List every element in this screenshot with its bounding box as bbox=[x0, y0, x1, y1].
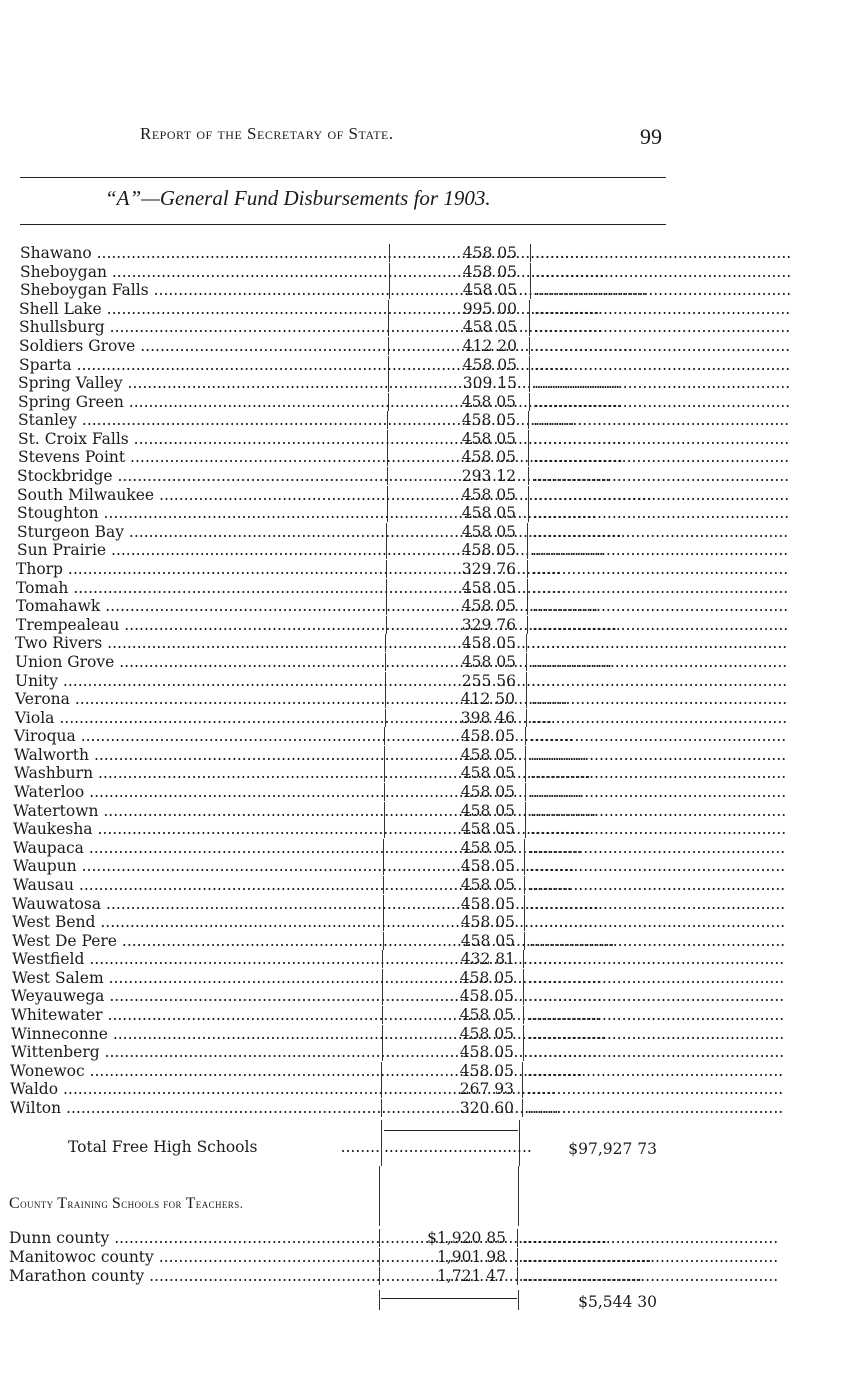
row-amount: 458 05 bbox=[459, 987, 514, 1005]
row-amount: 432 81 bbox=[460, 950, 515, 968]
grand-total-rule bbox=[381, 1298, 517, 1299]
row-name: Spring Green ..... bbox=[18, 393, 389, 411]
row-amount: 458 05 bbox=[460, 764, 515, 782]
row-amount: 458 05 bbox=[461, 486, 516, 504]
table-row bbox=[0, 374, 844, 392]
table-row bbox=[0, 913, 844, 931]
vline-right-2 bbox=[518, 1166, 519, 1226]
row-leader-dots bbox=[528, 430, 665, 448]
row-name: Verona ..... bbox=[15, 690, 386, 708]
row-name: Waupun ..... bbox=[13, 857, 384, 875]
table-row bbox=[0, 541, 844, 559]
row-name: Walworth ..... bbox=[14, 746, 385, 764]
row-name: Stoughton ..... bbox=[17, 504, 388, 522]
table-row bbox=[0, 597, 844, 615]
row-amount: 458 05 bbox=[461, 393, 516, 411]
row-name: Stevens Point ..... bbox=[18, 448, 388, 466]
row-leader-dots bbox=[524, 932, 661, 950]
row-amount: 458 05 bbox=[461, 504, 516, 522]
row-leader-dots bbox=[529, 318, 666, 336]
row-name: Wausau ..... bbox=[13, 876, 384, 894]
row-leader-dots bbox=[522, 1099, 659, 1117]
table-row bbox=[0, 1006, 844, 1024]
row-amount: 458 05 bbox=[459, 969, 514, 987]
row-name: Winneconne ..... bbox=[11, 1025, 383, 1043]
row-leader-dots bbox=[523, 1006, 660, 1024]
table-row bbox=[0, 802, 844, 820]
row-name: Wittenberg ..... bbox=[11, 1043, 383, 1061]
table-row bbox=[0, 857, 844, 875]
row-amount: 458 05 bbox=[462, 318, 517, 336]
row-amount: 458 05 bbox=[460, 913, 515, 931]
vline-middle-3 bbox=[379, 1290, 380, 1310]
county-leader-dots bbox=[517, 1248, 660, 1266]
row-leader-dots bbox=[529, 374, 666, 392]
vline-middle-2 bbox=[379, 1166, 380, 1226]
vline-right-3 bbox=[518, 1290, 519, 1310]
row-name: Tomahawk ..... bbox=[16, 597, 387, 615]
row-leader-dots bbox=[524, 895, 661, 913]
row-amount: 458 05 bbox=[460, 802, 515, 820]
row-leader-dots bbox=[526, 709, 663, 727]
row-leader-dots bbox=[523, 1025, 660, 1043]
table-row bbox=[0, 579, 844, 597]
table-row bbox=[0, 709, 844, 727]
row-amount: 398 46 bbox=[460, 709, 515, 727]
table-row bbox=[0, 1043, 844, 1061]
table-row bbox=[0, 337, 844, 355]
row-amount: 458 05 bbox=[459, 1006, 514, 1024]
table-row bbox=[0, 932, 844, 950]
county-name: Manitowoc county ..... bbox=[9, 1248, 380, 1266]
row-leader-dots bbox=[526, 634, 663, 652]
page-number: 99 bbox=[640, 124, 662, 149]
row-name: Union Grove ..... bbox=[15, 653, 386, 671]
row-amount: 458 05 bbox=[460, 746, 515, 764]
table-row bbox=[0, 987, 844, 1005]
row-amount: 458 05 bbox=[460, 932, 515, 950]
row-leader-dots bbox=[523, 1043, 660, 1061]
row-name: Whitewater ..... bbox=[11, 1006, 383, 1024]
table-row bbox=[0, 467, 844, 485]
row-name: West Bend ..... bbox=[12, 913, 384, 931]
row-amount: 255 56 bbox=[461, 672, 516, 690]
total-rule bbox=[384, 1130, 518, 1131]
row-name: Waukesha ..... bbox=[13, 820, 385, 838]
county-leader-dots bbox=[517, 1229, 660, 1247]
table-row bbox=[0, 616, 844, 634]
row-leader-dots bbox=[524, 857, 661, 875]
row-amount: 458 05 bbox=[460, 857, 515, 875]
row-name: West Salem ..... bbox=[12, 969, 383, 987]
row-amount: 458 05 bbox=[461, 523, 516, 541]
table-row bbox=[0, 560, 844, 578]
county-row bbox=[0, 1229, 844, 1247]
row-leader-dots bbox=[525, 783, 662, 801]
row-leader-dots bbox=[524, 913, 661, 931]
table-row bbox=[0, 393, 844, 411]
row-amount: 458 05 bbox=[461, 653, 516, 671]
row-leader-dots bbox=[522, 1080, 659, 1098]
row-leader-dots bbox=[527, 579, 664, 597]
total-dots-left: ........ bbox=[340, 1138, 380, 1156]
row-name: Stockbridge ..... bbox=[17, 467, 388, 485]
table-row bbox=[0, 690, 844, 708]
county-amount: 1,721 47 bbox=[436, 1267, 506, 1285]
row-amount: 458 05 bbox=[460, 839, 515, 857]
table-row bbox=[0, 746, 844, 764]
total-dots-mid: .............................. bbox=[384, 1138, 532, 1156]
row-name: Viola ..... bbox=[15, 709, 386, 727]
county-name: Marathon county ..... bbox=[9, 1267, 380, 1285]
table-row bbox=[0, 504, 844, 522]
row-leader-dots bbox=[528, 504, 665, 522]
row-amount: 309 15 bbox=[462, 374, 517, 392]
row-amount: 458 05 bbox=[460, 895, 515, 913]
row-leader-dots bbox=[527, 616, 664, 634]
table-row bbox=[0, 783, 844, 801]
row-leader-dots bbox=[522, 1062, 659, 1080]
table-row bbox=[0, 244, 844, 262]
row-amount: 458 05 bbox=[461, 634, 516, 652]
row-name: Wonewoc ..... bbox=[10, 1062, 382, 1080]
row-amount: 458 05 bbox=[462, 356, 517, 374]
county-row bbox=[0, 1248, 844, 1266]
row-name: Waldo ..... bbox=[10, 1080, 382, 1098]
table-row bbox=[0, 356, 844, 374]
page-header-title: Report of the Secretary of State. bbox=[140, 124, 394, 143]
row-name: South Milwaukee ..... bbox=[17, 486, 388, 504]
row-leader-dots bbox=[525, 746, 662, 764]
row-leader-dots bbox=[525, 802, 662, 820]
row-leader-dots bbox=[525, 727, 662, 745]
row-amount: 458 05 bbox=[460, 783, 515, 801]
row-name: Sturgeon Bay ..... bbox=[17, 523, 387, 541]
table-row bbox=[0, 895, 844, 913]
row-leader-dots bbox=[526, 653, 663, 671]
row-name: Soldiers Grove ..... bbox=[19, 337, 389, 355]
table-row bbox=[0, 969, 844, 987]
row-amount: 412 50 bbox=[460, 690, 515, 708]
row-leader-dots bbox=[527, 523, 664, 541]
row-leader-dots bbox=[528, 448, 665, 466]
row-name: West De Pere ..... bbox=[12, 932, 384, 950]
table-row bbox=[0, 281, 844, 299]
row-name: Waupaca ..... bbox=[13, 839, 384, 857]
table-row bbox=[0, 672, 844, 690]
row-name: Watertown ..... bbox=[13, 802, 385, 820]
row-amount: 458 05 bbox=[461, 448, 516, 466]
row-amount: 458 05 bbox=[462, 263, 517, 281]
table-row bbox=[0, 523, 844, 541]
row-amount: 329 76 bbox=[461, 616, 516, 634]
table-row bbox=[0, 1062, 844, 1080]
row-leader-dots bbox=[528, 486, 665, 504]
row-leader-dots bbox=[526, 672, 663, 690]
row-amount: 293 12 bbox=[461, 467, 516, 485]
section-heading: County Training Schools for Teachers. bbox=[9, 1195, 244, 1212]
row-amount: 320 60 bbox=[459, 1099, 514, 1117]
row-amount: 458 05 bbox=[460, 727, 515, 745]
row-name: Weyauwega ..... bbox=[11, 987, 383, 1005]
row-leader-dots bbox=[530, 244, 667, 262]
row-leader-dots bbox=[526, 690, 663, 708]
row-leader-dots bbox=[527, 541, 664, 559]
row-name: Waterloo ..... bbox=[14, 783, 385, 801]
row-name: Two Rivers ..... bbox=[15, 634, 386, 652]
row-name: Sparta ..... bbox=[19, 356, 389, 374]
row-leader-dots bbox=[525, 764, 662, 782]
row-amount: 412 20 bbox=[462, 337, 517, 355]
row-leader-dots bbox=[530, 281, 667, 299]
row-name: Thorp ..... bbox=[16, 560, 387, 578]
row-amount: 458 05 bbox=[461, 430, 516, 448]
row-leader-dots bbox=[523, 969, 660, 987]
row-leader-dots bbox=[529, 300, 666, 318]
row-amount: 458 05 bbox=[459, 1062, 514, 1080]
table-row bbox=[0, 486, 844, 504]
row-name: Wilton ..... bbox=[10, 1099, 382, 1117]
table-row bbox=[0, 1025, 844, 1043]
county-amount: 1,901 98 bbox=[436, 1248, 506, 1266]
row-amount: 458 05 bbox=[462, 281, 517, 299]
total-amount: $97,927 73 bbox=[568, 1140, 657, 1158]
table-row bbox=[0, 263, 844, 281]
table-row bbox=[0, 764, 844, 782]
table-subtitle: “A”—General Fund Disbursements for 1903. bbox=[105, 186, 491, 210]
row-name: Wauwatosa ..... bbox=[12, 895, 384, 913]
row-name: Shell Lake ..... bbox=[19, 300, 389, 318]
total-label: Total Free High Schools bbox=[68, 1138, 258, 1156]
row-name: Shawano ..... bbox=[20, 244, 390, 262]
row-amount: 458 05 bbox=[459, 1043, 514, 1061]
table-row bbox=[0, 839, 844, 857]
table-row bbox=[0, 1080, 844, 1098]
row-leader-dots bbox=[530, 263, 667, 281]
row-amount: 458 05 bbox=[460, 820, 515, 838]
row-name: Tomah ..... bbox=[16, 579, 387, 597]
row-name: Washburn ..... bbox=[14, 764, 385, 782]
row-leader-dots bbox=[527, 560, 664, 578]
row-leader-dots bbox=[524, 876, 661, 894]
row-amount: 458 05 bbox=[460, 876, 515, 894]
table-row bbox=[0, 876, 844, 894]
grand-total-amount: $5,544 30 bbox=[578, 1293, 657, 1311]
row-leader-dots bbox=[529, 356, 666, 374]
row-amount: 995 00 bbox=[462, 300, 517, 318]
top-rule bbox=[20, 177, 666, 178]
row-name: Viroqua ..... bbox=[14, 727, 385, 745]
row-leader-dots bbox=[528, 467, 665, 485]
table-row bbox=[0, 318, 844, 336]
row-amount: 267 93 bbox=[459, 1080, 514, 1098]
table-row bbox=[0, 820, 844, 838]
subtitle-rule bbox=[20, 224, 666, 225]
table-row bbox=[0, 300, 844, 318]
row-leader-dots bbox=[524, 839, 661, 857]
row-name: Sheboygan Falls ..... bbox=[20, 281, 390, 299]
county-amount: $1,920 85 bbox=[427, 1229, 506, 1247]
row-amount: 458 05 bbox=[462, 244, 517, 262]
row-leader-dots bbox=[527, 597, 664, 615]
row-leader-dots bbox=[523, 950, 660, 968]
row-leader-dots bbox=[525, 820, 662, 838]
vline-middle bbox=[381, 1120, 382, 1166]
table-row bbox=[0, 950, 844, 968]
row-name: Shullsburg ..... bbox=[19, 318, 389, 336]
table-row bbox=[0, 727, 844, 745]
row-amount: 458 05 bbox=[461, 411, 516, 429]
county-row bbox=[0, 1267, 844, 1285]
row-leader-dots bbox=[529, 393, 666, 411]
row-leader-dots bbox=[523, 987, 660, 1005]
row-amount: 458 05 bbox=[461, 541, 516, 559]
row-amount: 458 05 bbox=[459, 1025, 514, 1043]
county-leader-dots bbox=[517, 1267, 660, 1285]
row-amount: 329 76 bbox=[461, 560, 516, 578]
row-amount: 458 05 bbox=[461, 579, 516, 597]
table-row bbox=[0, 448, 844, 466]
row-name: Westfield ..... bbox=[12, 950, 383, 968]
row-name: St. Croix Falls ..... bbox=[18, 430, 388, 448]
row-leader-dots bbox=[529, 337, 666, 355]
table-row bbox=[0, 634, 844, 652]
row-name: Sun Prairie ..... bbox=[17, 541, 387, 559]
row-name: Trempealeau ..... bbox=[16, 616, 387, 634]
row-amount: 458 05 bbox=[461, 597, 516, 615]
table-row bbox=[0, 653, 844, 671]
row-name: Spring Valley ..... bbox=[18, 374, 389, 392]
table-row bbox=[0, 1099, 844, 1117]
row-name: Sheboygan ..... bbox=[20, 263, 390, 281]
row-name: Stanley ..... bbox=[18, 411, 388, 429]
county-name: Dunn county ..... bbox=[9, 1229, 380, 1247]
table-row bbox=[0, 430, 844, 448]
row-leader-dots bbox=[528, 411, 665, 429]
row-name: Unity ..... bbox=[15, 672, 386, 690]
table-row bbox=[0, 411, 844, 429]
